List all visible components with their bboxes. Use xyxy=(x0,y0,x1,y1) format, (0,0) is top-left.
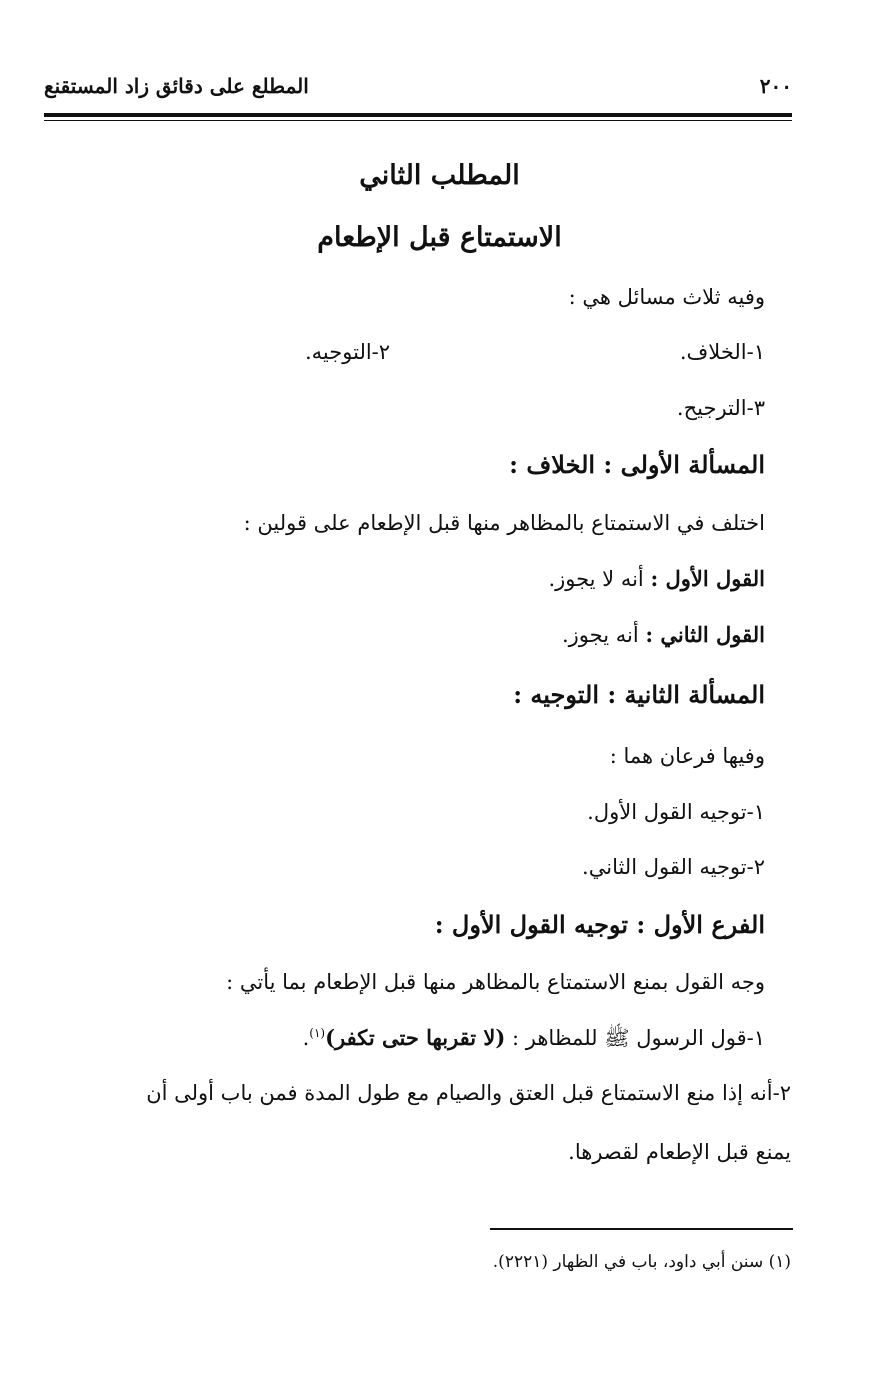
header-rule-thin xyxy=(44,120,792,121)
point-2-line-1: ٢-أنه إذا منع الاستمتاع قبل العتق والصيام مع طول المدة فمن باب أولى أن xyxy=(146,1081,791,1105)
point-1 xyxy=(303,1025,765,1056)
header-rule-thick xyxy=(44,113,792,117)
opinion1 xyxy=(548,566,765,591)
section-subtitle: الاستمتاع قبل الإطعام xyxy=(317,222,562,253)
opinion2-label: القول الثاني : xyxy=(645,622,765,647)
issue1-heading: المسألة الأولى : الخلاف : xyxy=(509,450,765,479)
list-item-3: ٣-الترجيح. xyxy=(676,396,765,420)
intro-text: وفيه ثلاث مسائل هي : xyxy=(568,285,765,309)
issue2-branch-2: ٢-توجيه القول الثاني. xyxy=(582,855,765,879)
point-1-end: . xyxy=(302,1026,310,1050)
point-1-prefix: ١-قول الرسول ﷺ للمظاهر : xyxy=(505,1026,765,1050)
issue1-text: اختلف في الاستمتاع بالمظاهر منها قبل الإطعام على قولين : xyxy=(243,511,765,535)
branch-first-text: وجه القول بمنع الاستمتاع بالمظاهر منها قبل الإطعام بما يأتي : xyxy=(226,970,765,994)
opinion1-label: القول الأول : xyxy=(650,566,765,591)
section-title: المطلب الثاني xyxy=(359,160,520,191)
branch-first-heading: الفرع الأول : توجيه القول الأول : xyxy=(434,910,765,939)
list-item-1: ١-الخلاف. xyxy=(679,340,765,364)
issue2-intro: وفيها فرعان هما : xyxy=(609,744,765,768)
list-item-2: ٢-التوجيه. xyxy=(305,340,391,364)
footnote: (١) سنن أبي داود، باب في الظهار (٢٢٢١). xyxy=(492,1252,791,1272)
issue2-heading: المسألة الثانية : التوجيه : xyxy=(513,680,765,709)
footnote-rule xyxy=(490,1228,793,1230)
point-2-line-2: يمنع قبل الإطعام لقصرها. xyxy=(568,1140,791,1164)
opinion2-text: أنه يجوز. xyxy=(561,623,646,647)
hadith-quote: (لا تقربها حتى تكفر) xyxy=(325,1025,506,1050)
book-title: المطلع على دقائق زاد المستقنع xyxy=(44,74,309,98)
issue2-branch-1: ١-توجيه القول الأول. xyxy=(587,800,765,824)
running-header xyxy=(44,70,792,110)
footnote-ref[interactable]: (١) xyxy=(309,1026,326,1040)
opinion2 xyxy=(562,622,765,647)
page-number: ٢٠٠ xyxy=(759,74,792,98)
opinion1-text: أنه لا يجوز. xyxy=(548,567,651,591)
